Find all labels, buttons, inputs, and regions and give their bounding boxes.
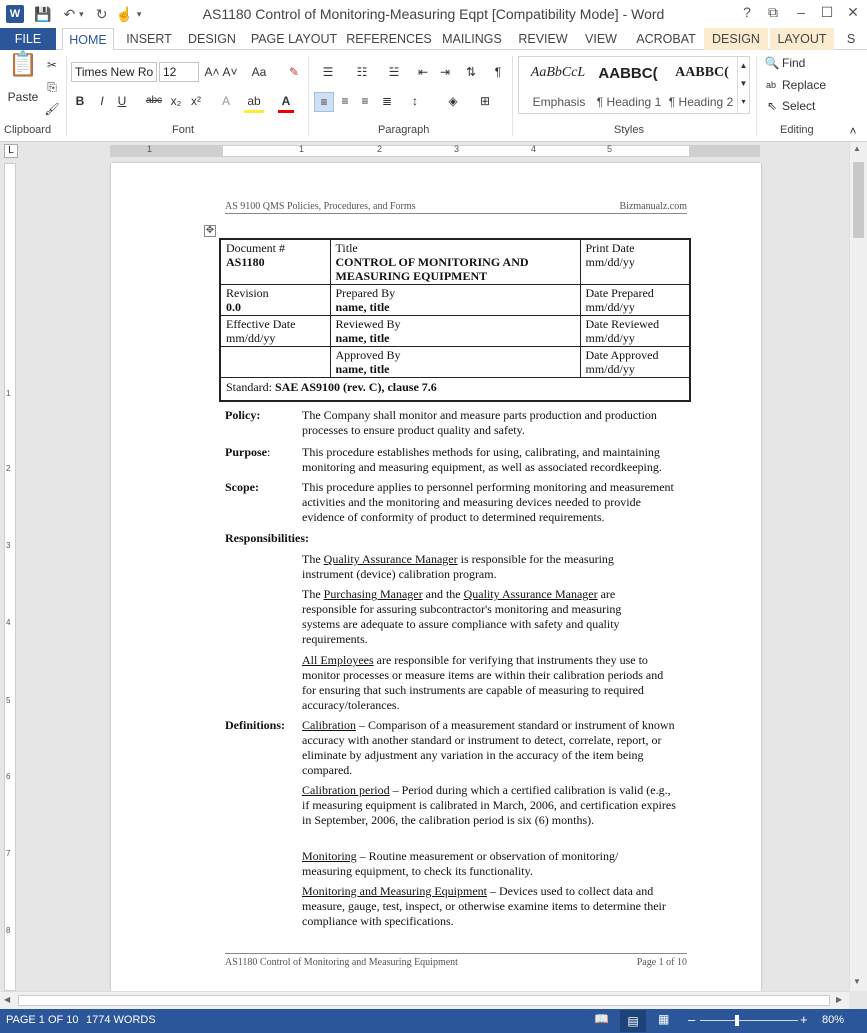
reviewed-by: name, title [335,331,390,345]
revision-label: Revision [226,286,269,300]
policy-text: The Company shall monitor and measure parts production and production processes to ensure product quality and safety. [302,408,657,437]
align-center-icon[interactable]: ≡ [341,94,349,108]
effective-date: mm/dd/yy [226,331,276,345]
styles-group-label: Styles [614,124,644,136]
header-rule [225,213,687,214]
print-date-label: Print Date [585,241,635,255]
policy-label: Policy: [225,408,261,422]
date-prepared-label: Date Prepared [585,286,654,300]
style-preview[interactable]: AABBC( [675,65,729,80]
standard-label: Standard: [226,380,272,394]
divider [756,56,757,136]
window-title: AS1180 Control of Monitoring-Measuring Eqpt [Compatibility Mode] - Word [202,6,665,22]
paste-button[interactable]: Paste [7,90,39,104]
bullets-icon[interactable]: ☰ [322,65,334,79]
format-painter-icon[interactable]: 🖌 [44,102,60,116]
date-approved: mm/dd/yy [585,362,635,376]
decrease-indent-icon[interactable]: ⇤ [417,65,429,79]
tab-view[interactable]: VIEW [585,32,617,46]
replace-button[interactable]: Replace [782,78,827,92]
increase-indent-icon[interactable]: ⇥ [439,65,451,79]
responsibilities-label: Responsibilities: [225,531,310,545]
scroll-left-icon[interactable]: ◀ [4,995,11,1004]
maximize-icon[interactable]: ☐ [820,4,834,20]
bold-button[interactable]: B [75,94,85,108]
borders-icon[interactable]: ⊞ [479,94,491,108]
word-logo-icon: W [6,5,24,23]
horizontal-scrollbar[interactable] [0,991,849,1009]
styles-gallery [518,56,750,114]
doc-number: AS1180 [226,255,265,269]
title-bar [0,0,867,28]
styles-scroll-icon[interactable]: ▲ ▼ ▾ [737,57,749,113]
status-bar [0,1009,867,1033]
table-move-handle-icon[interactable]: ✥ [205,225,215,236]
doc-title: CONTROL OF MONITORING AND MEASURING EQUIPMENT [335,255,529,283]
vertical-scrollbar[interactable] [849,142,867,991]
footer-right: Page 1 of 10 [636,957,687,968]
change-case-button[interactable]: Aa [251,65,267,79]
date-prepared: mm/dd/yy [585,300,635,314]
horizontal-scroll-thumb[interactable] [18,995,830,1006]
paste-icon[interactable]: 📋 [8,51,38,78]
web-layout-icon[interactable]: ▦ [658,1012,670,1026]
save-icon[interactable]: 💾 [34,5,52,22]
redo-icon[interactable]: ↻ [95,5,108,22]
underline-button[interactable]: U [117,94,127,108]
tab-design[interactable]: DESIGN [188,32,236,46]
paragraph-group-label: Paragraph [378,124,430,136]
document-info-table [219,238,691,402]
approved-by: name, title [335,362,390,376]
date-reviewed-label: Date Reviewed [585,317,660,331]
font-color-button[interactable]: A [278,92,294,113]
date-reviewed: mm/dd/yy [585,331,635,345]
tab-mailings[interactable]: MAILINGS [442,32,502,46]
show-marks-icon[interactable]: ¶ [494,65,502,79]
header-left: AS 9100 QMS Policies, Procedures, and Forms [225,201,416,212]
collapse-ribbon-icon[interactable]: ˄ [849,124,857,138]
tab-file[interactable]: FILE [0,28,56,50]
purpose-label: Purpose [225,445,267,459]
ribbon-tabs [0,28,867,50]
footer-left: AS1180 Control of Monitoring and Measuring Equipment [225,957,458,968]
minimize-icon[interactable]: – [797,4,805,20]
responsibility-purchasing: The Purchasing Manager and the Quality Assurance Manager are responsible for assuring subcontractor's monitoring and measuring systems are adequate to assure compliance with safety and quality requirements. [302,587,622,646]
prepared-by-label: Prepared By [335,286,396,300]
print-layout-icon[interactable]: ▤ [620,1010,646,1032]
undo-dropdown-icon[interactable]: ▾ [79,8,84,19]
cut-icon[interactable]: ✂ [46,58,58,72]
definition-calibration-period: Calibration period – Period during which a certified calibration is valid (e.g., if measuring equipment is calibrated in March, 2006, and certification expires in September, 2006, the calibration period is six (6) months). [302,783,676,827]
tab-acrobat[interactable]: ACROBAT [636,32,696,46]
line-spacing-icon[interactable]: ↕ [412,94,418,108]
divider [308,56,309,136]
select-button[interactable]: Select [782,99,816,113]
zoom-slider-handle[interactable] [735,1015,739,1026]
footer-rule [225,953,687,954]
highlight-button[interactable]: ab [244,92,264,113]
find-button[interactable]: Find [782,56,806,70]
tab-page-layout[interactable]: PAGE LAYOUT [250,32,338,46]
style-heading-2[interactable]: ¶ Heading 2 [668,95,734,109]
customize-toolbar-icon[interactable]: ▾ [136,8,142,19]
tab-table-design[interactable]: DESIGN [704,28,768,50]
tab-selector-icon[interactable]: L [4,144,18,158]
ribbon-display-icon[interactable]: ⧉ [768,4,778,20]
definition-monitoring: Monitoring – Routine measurement or observation of monitoring/ measuring equipment, to check its functionality. [302,849,619,878]
replace-icon[interactable]: ab [765,80,776,90]
superscript-button[interactable]: x² [191,94,201,108]
definition-mme: Monitoring and Measuring Equipment – Devices used to collect data and measure, gauge, test, inspect, or otherwise examine items to determine their compliance with specifications. [302,884,666,928]
style-emphasis[interactable]: Emphasis [532,95,586,109]
tab-references[interactable]: REFERENCES [346,32,432,46]
print-date: mm/dd/yy [585,255,635,269]
align-right-icon[interactable]: ≡ [361,94,369,108]
prepared-by: name, title [335,300,390,314]
effective-date-label: Effective Date [226,317,296,331]
account-icon[interactable]: S [846,32,856,46]
scope-label: Scope: [225,480,259,494]
scroll-up-icon[interactable]: ▲ [853,144,861,153]
divider [512,56,513,136]
approved-by-label: Approved By [335,348,401,362]
style-preview[interactable]: AABBC( [598,65,658,82]
date-approved-label: Date Approved [585,348,659,362]
find-icon[interactable]: 🔍 [764,56,780,70]
multilevel-list-icon[interactable]: ☱ [388,65,400,79]
tab-review[interactable]: REVIEW [518,32,568,46]
title-label: Title [335,241,358,255]
font-name-input[interactable]: Times New Ro [71,62,157,82]
font-group-label: Font [172,124,195,136]
close-icon[interactable]: ✕ [847,4,859,20]
touch-mode-icon[interactable]: ☝ [115,5,133,22]
help-button[interactable]: ? [743,4,751,20]
word-count[interactable]: 1774 WORDS [86,1014,156,1026]
purpose-text: This procedure establishes methods for using, calibrating, and maintaining monitoring and measuring equipment, as well as associated recordkeeping. [302,445,662,474]
responsibility-employees: All Employees are responsible for verifying that instruments they use to monitor processes or measure items are within their calibration periods and for ensuring that such instruments are capable of measuring to required accuracy/tolerances. [302,653,664,712]
scope-text: This procedure applies to personnel performing monitoring and measurement activities and the monitoring and measuring devices needed to provide evidence of conformity of product to determined requirements. [302,480,674,524]
divider [66,56,67,136]
numbering-icon[interactable]: ☷ [356,65,368,79]
vertical-scroll-thumb[interactable] [853,162,864,238]
doc-number-label: Document # [226,241,285,255]
purpose-colon: : [267,445,271,459]
justify-icon[interactable]: ≣ [381,94,393,108]
text-effects-icon[interactable]: A [221,94,230,108]
page-count[interactable]: PAGE 1 OF 10 [6,1014,79,1026]
font-size-input[interactable]: 12 [159,62,199,82]
subscript-button[interactable]: x₂ [170,94,182,108]
zoom-in-icon[interactable]: + [800,1012,808,1027]
clipboard-group-label: Clipboard [4,124,52,136]
tab-table-layout[interactable]: LAYOUT [770,28,834,50]
editing-group-label: Editing [780,124,814,136]
align-left-icon[interactable]: ≡ [314,92,334,112]
vertical-ruler[interactable]: 1 2 3 4 5 6 7 8 [4,163,16,991]
horizontal-ruler[interactable]: 1 1 2 3 4 5 [110,145,760,157]
zoom-out-icon[interactable]: – [688,1012,696,1027]
document-page[interactable] [111,163,761,993]
definition-calibration: Calibration – Comparison of a measurement standard or instrument of known accuracy with another standard or instrument to detect, correlate, report, or eliminate by adjustment any variation in the accuracy of the item being compared. [302,718,675,777]
zoom-slider[interactable] [700,1020,798,1021]
italic-button[interactable]: I [100,94,104,108]
shrink-font-button[interactable]: A˅ [222,65,238,79]
read-mode-icon[interactable]: 📖 [594,1012,609,1026]
undo-icon[interactable]: ↶ [63,5,76,22]
definitions-label: Definitions: [225,718,285,732]
select-icon[interactable]: ⇖ [766,99,778,113]
style-heading-1[interactable]: ¶ Heading 1 [596,95,662,109]
zoom-level[interactable]: 80% [822,1014,845,1026]
ribbon [0,50,867,142]
tab-home[interactable]: HOME [62,28,114,51]
responsibility-qa: The Quality Assurance Manager is responsible for the measuring instrument (device) calibration program. [302,552,614,581]
standard: SAE AS9100 (rev. C), clause 7.6 [275,380,437,394]
grow-font-button[interactable]: A˄ [204,65,220,79]
tab-insert[interactable]: INSERT [126,32,172,46]
revision: 0.0 [226,300,241,314]
scroll-down-icon[interactable]: ▼ [853,977,861,986]
header-right: Bizmanualz.com [619,201,687,212]
style-preview[interactable]: AaBbCcL [530,65,586,80]
scroll-right-icon[interactable]: ▶ [836,995,843,1004]
sort-icon[interactable]: ⇅ [465,65,477,79]
copy-icon[interactable]: ⎘ [47,80,57,94]
shading-icon[interactable]: ◈ [448,94,458,108]
reviewed-by-label: Reviewed By [335,317,401,331]
clear-format-icon[interactable]: ✎ [288,65,300,79]
strikethrough-button[interactable]: abc [145,95,163,106]
